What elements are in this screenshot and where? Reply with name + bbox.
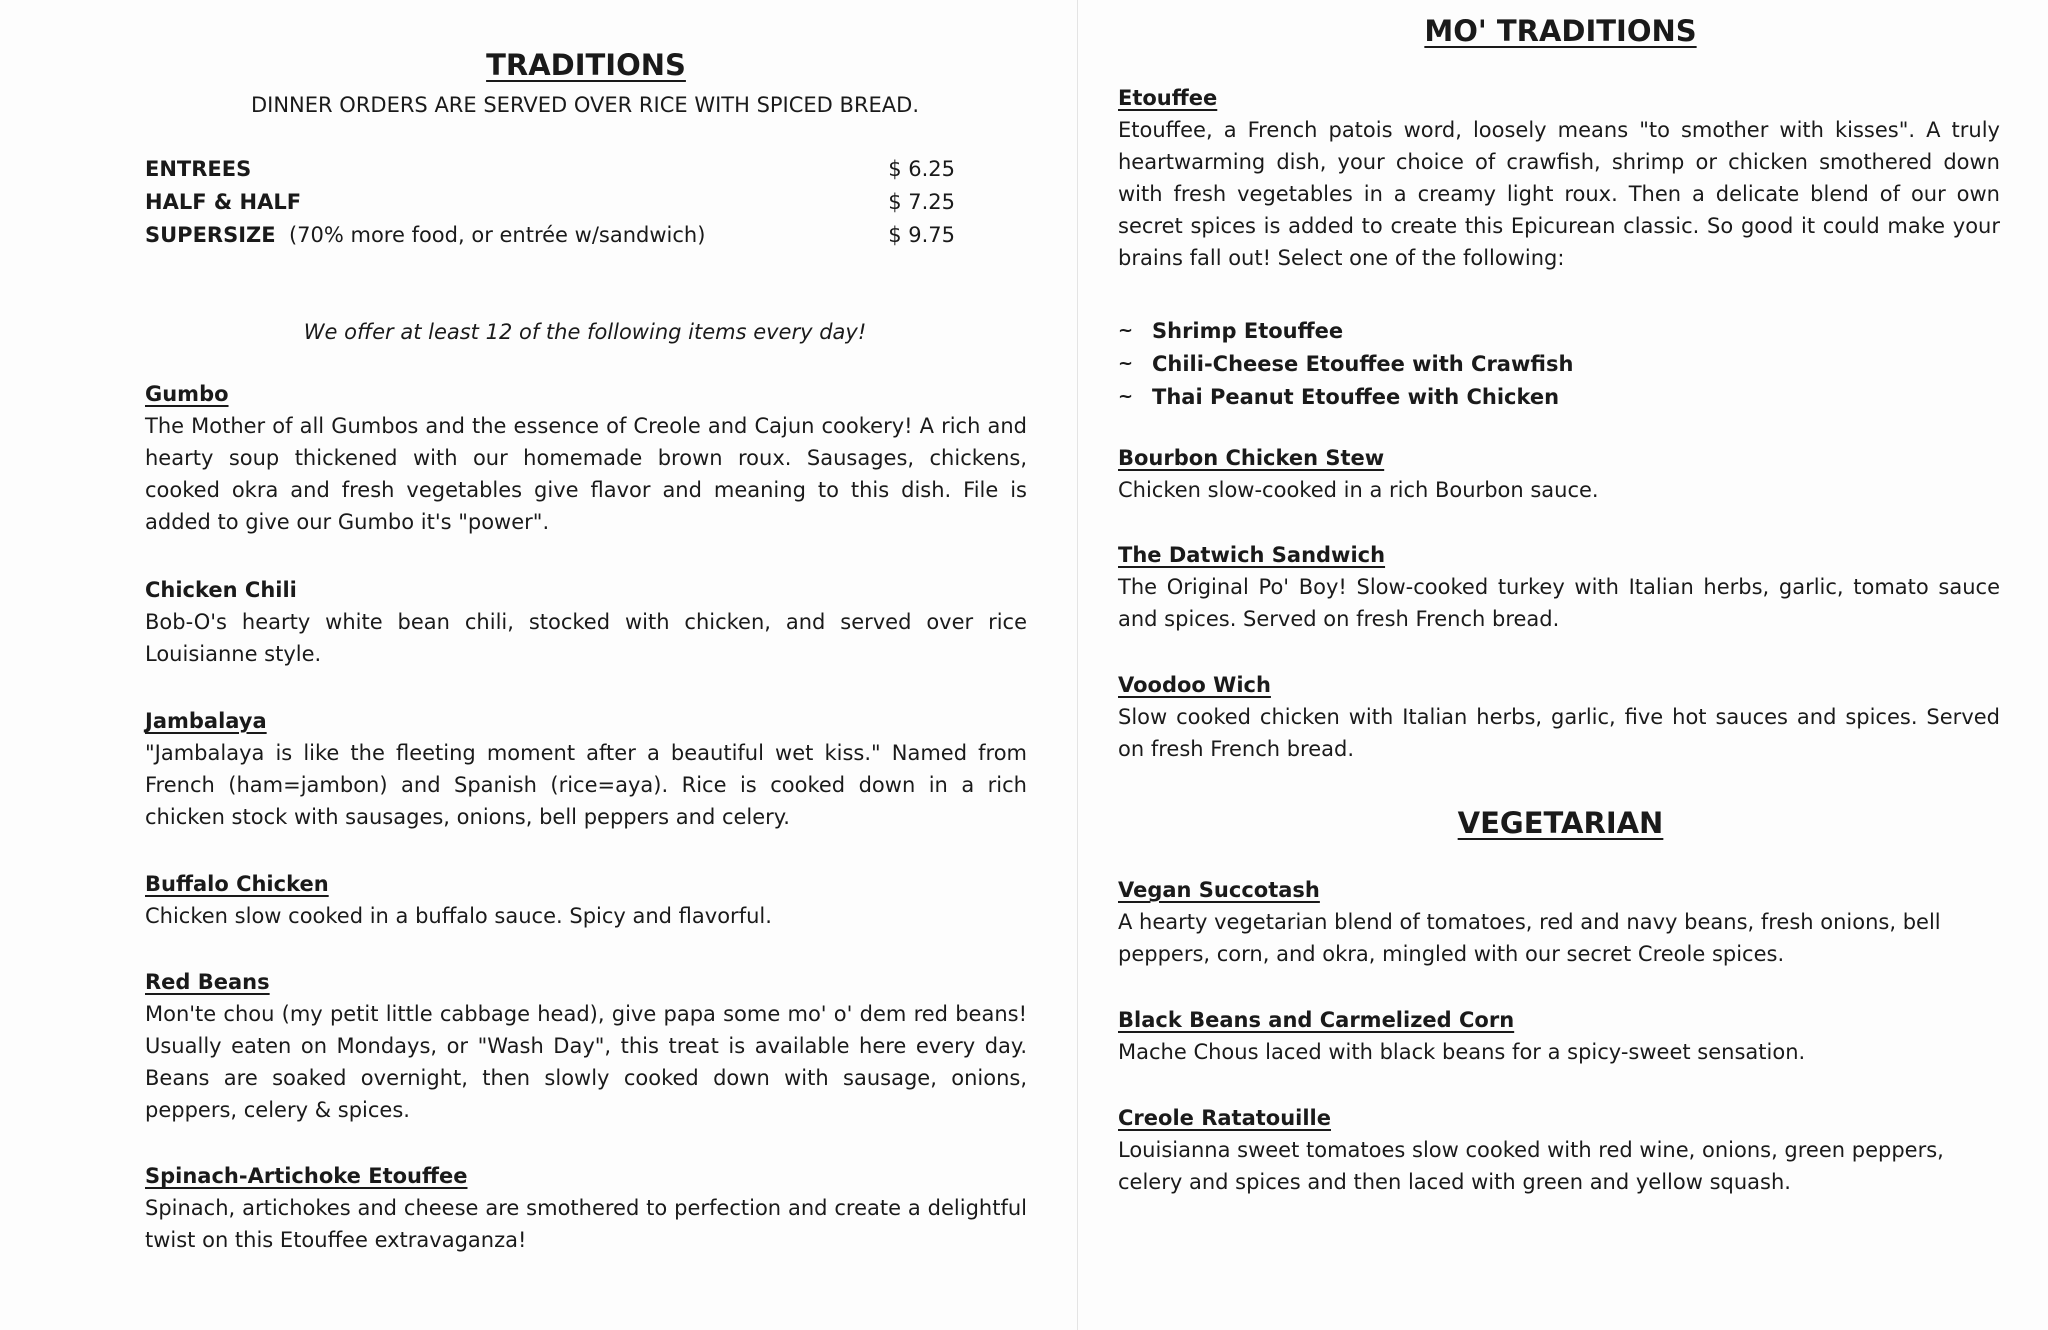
price-value: $ 7.25 (888, 189, 955, 214)
item-desc: Louisianna sweet tomatoes slow cooked with red wine, onions, green peppers, celery and spices and then laced with green and yellow squash. (1118, 1138, 1944, 1194)
item-desc: The Original Po' Boy! Slow-cooked turkey with Italian herbs, garlic, tomato sauce and spices. Served on fresh French bread. (1118, 575, 2000, 631)
menu-item-creole-ratatouille (1118, 1106, 2000, 1198)
tilde-bullet-icon: ~ (1118, 386, 1134, 407)
menu-item-red-beans (145, 970, 1027, 1126)
price-value: $ 6.25 (888, 156, 955, 181)
menu-item-voodoo-wich (1118, 673, 2000, 765)
price-label: SUPERSIZE (145, 222, 276, 247)
item-desc: Etouffee, a French patois word, loosely means "to smother with kisses". A truly heartwarming dish, your choice of crawfish, shrimp or chicken smothered down with fresh vegetables in a creamy light roux. Then a delicate blend of our own secret spices is added to create this Epicurean classic. So good it could make your brains fall out! Select one of the following: (1118, 118, 2000, 270)
item-title: The Datwich Sandwich (1118, 543, 1386, 567)
section-title-traditions: TRADITIONS (486, 48, 686, 82)
menu-item-gumbo (145, 382, 1027, 538)
page-fold (1077, 0, 1078, 1330)
etouffee-option: ~ Chili-Cheese Etouffee with Crawfish (1118, 351, 1574, 376)
etouffee-option: ~ Thai Peanut Etouffee with Chicken (1118, 384, 1560, 409)
item-title: Black Beans and Carmelized Corn (1118, 1008, 1515, 1032)
section-title-mo-traditions: MO' TRADITIONS (1424, 14, 1697, 48)
menu-item-etouffee (1118, 86, 2000, 274)
price-label: HALF & HALF (145, 189, 302, 214)
price-row (145, 185, 955, 218)
item-desc: A hearty vegetarian blend of tomatoes, red and navy beans, fresh onions, bell peppers, corn, and okra, mingled with our secret Creole spices. (1118, 910, 1941, 966)
tilde-bullet-icon: ~ (1118, 320, 1134, 341)
menu-item-spinach-artichoke-etouffee (145, 1164, 1027, 1256)
menu-item-datwich-sandwich (1118, 543, 2000, 635)
menu-item-chicken-chili (145, 578, 1027, 670)
item-desc: Bob-O's hearty white bean chili, stocked with chicken, and served over rice Louisianne style. (145, 610, 1027, 666)
item-desc: "Jambalaya is like the fleeting moment after a beautiful wet kiss." Named from French (ham=jambon) and Spanish (rice=aya). Rice is cooked down in a rich chicken stock with sausages, onions, bell peppers and celery. (145, 741, 1027, 829)
tilde-bullet-icon: ~ (1118, 353, 1134, 374)
item-title: Spinach-Artichoke Etouffee (145, 1164, 468, 1188)
item-desc: Slow cooked chicken with Italian herbs, garlic, five hot sauces and spices. Served on fresh French bread. (1118, 705, 2000, 761)
price-label: ENTREES (145, 156, 252, 181)
menu-item-jambalaya (145, 709, 1027, 833)
price-row (145, 152, 955, 185)
section-title-vegetarian: VEGETARIAN (1457, 806, 1664, 840)
item-desc: Chicken slow-cooked in a rich Bourbon sauce. (1118, 478, 1599, 502)
menu-item-vegan-succotash (1118, 878, 2000, 970)
dinner-subtitle: DINNER ORDERS ARE SERVED OVER RICE WITH SPICED BREAD. (250, 93, 920, 117)
item-title: Creole Ratatouille (1118, 1106, 1331, 1130)
item-desc: Mon'te chou (my petit little cabbage head), give papa some mo' o' dem red beans! Usually eaten on Mondays, or "Wash Day", this treat is available here every day. Beans are soaked overnight, then slowly cooked down with sausage, onions, peppers, celery & spices. (145, 1002, 1027, 1122)
price-note: (70% more food, or entrée w/sandwich) (288, 222, 706, 247)
price-table (145, 152, 955, 251)
menu-item-buffalo-chicken (145, 872, 1027, 932)
menu-item-bourbon-chicken-stew (1118, 446, 2000, 506)
item-title: Bourbon Chicken Stew (1118, 446, 1385, 470)
price-value: $ 9.75 (888, 222, 955, 247)
item-desc: The Mother of all Gumbos and the essence of Creole and Cajun cookery! A rich and hearty soup thickened with our homemade brown roux. Sausages, chickens, cooked okra and fresh vegetables give flavor and meaning to this dish. File is added to give our Gumbo it's "power". (145, 414, 1027, 534)
menu-item-black-beans-corn (1118, 1008, 2000, 1068)
item-title: Red Beans (145, 970, 270, 994)
price-row (145, 218, 955, 251)
item-desc: Chicken slow cooked in a buffalo sauce. Spicy and flavorful. (145, 904, 772, 928)
item-desc: Mache Chous laced with black beans for a spicy-sweet sensation. (1118, 1040, 1806, 1064)
etouffee-options (1118, 314, 2000, 413)
item-title: Vegan Succotash (1118, 878, 1320, 902)
etouffee-option: ~ Shrimp Etouffee (1118, 318, 1344, 343)
item-title: Jambalaya (145, 709, 267, 733)
daily-tagline: We offer at least 12 of the following items every day! (303, 320, 867, 344)
item-title: Chicken Chili (145, 578, 297, 602)
item-title: Buffalo Chicken (145, 872, 329, 896)
item-desc: Spinach, artichokes and cheese are smothered to perfection and create a delightful twist on this Etouffee extravaganza! (145, 1196, 1027, 1252)
item-title: Etouffee (1118, 86, 1218, 110)
item-title: Voodoo Wich (1118, 673, 1271, 697)
item-title: Gumbo (145, 382, 229, 406)
